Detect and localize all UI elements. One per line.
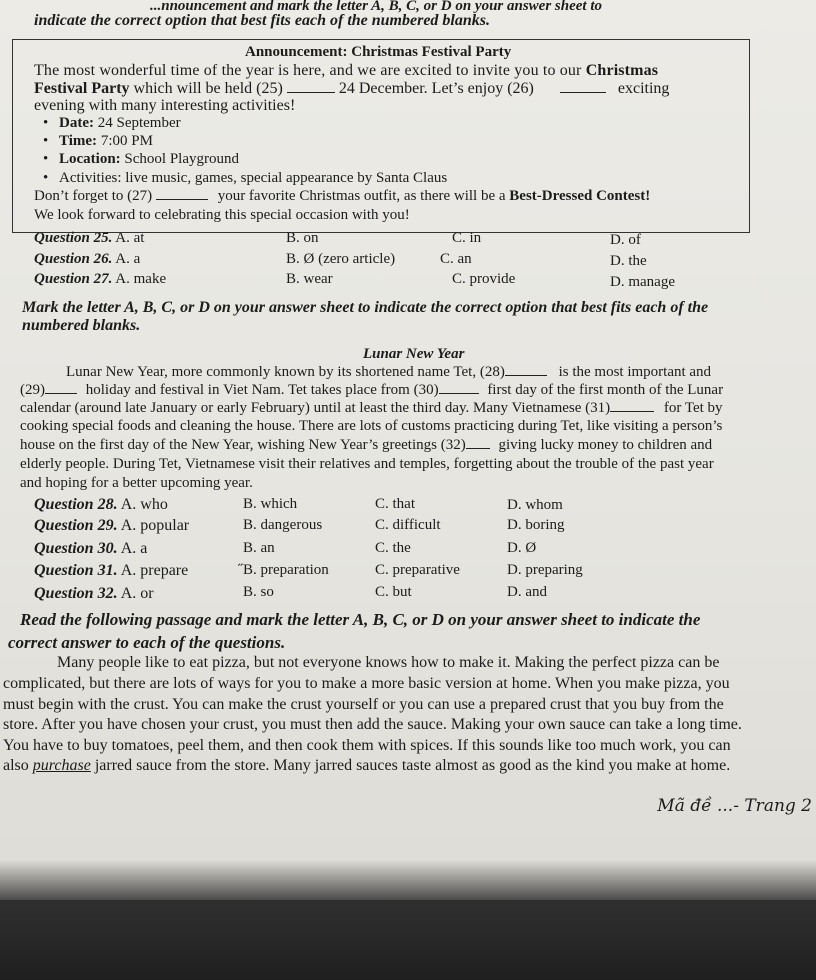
- text-run: Best-Dressed Contest!: [509, 188, 651, 204]
- instruction-line: correct answer to each of the questions.: [8, 633, 286, 652]
- text-run: Festival Party: [34, 80, 130, 97]
- instruction-line: Mark the letter A, B, C, or D on your answer sheet to indicate the correct option that best fits each of the: [22, 299, 709, 316]
- blank-25: [287, 92, 335, 93]
- question-label: Question 30.: [34, 540, 118, 557]
- option-a: A. a: [115, 251, 141, 267]
- question-label: Question 26.: [34, 251, 113, 267]
- question-32: [34, 585, 154, 603]
- question-28: [34, 496, 168, 514]
- option-b: B. dangerous: [243, 517, 323, 533]
- question-27: [34, 271, 166, 288]
- option-b: B. which: [243, 496, 298, 512]
- instruction-line-cut: ...nnouncement and mark the letter A, B, C, or D on your answer sheet to: [150, 0, 603, 14]
- blank-28: [505, 375, 547, 376]
- text-run: Date:: [59, 115, 94, 131]
- option-d: D. the: [610, 253, 647, 269]
- option-d: D. Ø: [507, 540, 537, 556]
- page-footer: Mã đề ...- Trang 2: [657, 796, 812, 816]
- option-a: A. at: [115, 230, 145, 246]
- question-31: [34, 562, 188, 580]
- question-26: [34, 251, 140, 268]
- passage-line: must begin with the crust. You can make the crust yourself or you can use a prepared crust that you buy from the: [3, 696, 724, 713]
- option-b: ˝B. preparation: [238, 562, 329, 578]
- instruction-line: numbered blanks.: [22, 317, 141, 334]
- question-label: Question 31.: [34, 562, 118, 579]
- text-run: for Tet by: [663, 400, 723, 416]
- question-label: Question 32.: [34, 585, 118, 602]
- text-run: 24 September: [97, 115, 181, 131]
- option-b: B. Ø (zero article): [286, 251, 396, 267]
- text-run: Christmas: [585, 62, 659, 79]
- option-a: A. who: [120, 496, 168, 513]
- option-b: B. an: [243, 540, 275, 556]
- option-c: C. in: [452, 230, 482, 246]
- option-d: D. preparing: [507, 562, 583, 578]
- option-b: B. so: [243, 584, 274, 600]
- option-c: C. preparative: [375, 562, 460, 578]
- text-run: which will be held (25): [133, 80, 283, 97]
- passage-line: [20, 400, 723, 417]
- text-run: Activities: live music, games, special appearance by Santa Claus: [59, 170, 448, 186]
- text-run: your favorite Christmas outfit, as there will be a: [217, 188, 506, 204]
- blank-31: [610, 411, 654, 412]
- text-run: giving lucky money to children and: [498, 437, 713, 453]
- text-run: (29): [20, 382, 45, 398]
- option-c: C. the: [375, 540, 411, 556]
- question-label: Question 27.: [34, 271, 113, 287]
- passage-line: elderly people. During Tet, Vietnamese visit their relatives and temples, forgetting about the trouble of the past year: [20, 456, 714, 472]
- option-d: D. whom: [507, 497, 563, 513]
- text-run: 24 December. Let’s enjoy (26): [338, 80, 534, 97]
- question-label: Question 29.: [34, 517, 118, 534]
- question-25: [34, 230, 144, 247]
- text-run: calendar (around late January or early February) until at least the third day. Many Vietnamese (31): [20, 400, 611, 416]
- text-run: Time:: [59, 133, 98, 149]
- passage-title: Lunar New Year: [363, 346, 465, 362]
- blank-32: [466, 448, 490, 449]
- blank-26: [560, 92, 606, 93]
- announcement-text: [34, 188, 650, 205]
- shadow-region: [0, 860, 816, 980]
- text-run: Don’t forget to (27): [34, 188, 153, 204]
- passage-line: You have to buy tomatoes, peel them, and then cook them with spices. If this sounds like too much work, you can: [3, 737, 731, 754]
- passage-line: store. After you have chosen your crust, you must then add the sauce. Making your own sauce can take a long time.: [3, 716, 742, 733]
- question-29: [34, 517, 189, 535]
- announcement-text: evening with many interesting activities!: [34, 97, 296, 114]
- option-a: A. a: [120, 540, 148, 557]
- option-b: B. wear: [286, 271, 333, 287]
- announcement-closing: We look forward to celebrating this special occasion with you!: [34, 207, 410, 223]
- announcement-text: [34, 62, 658, 80]
- text-run: holiday and festival in Viet Nam. Tet takes place from (30): [85, 382, 439, 398]
- question-label: Question 25.: [34, 230, 113, 246]
- passage-line: Many people like to eat pizza, but not everyone knows how to make it. Making the perfect pizza can be: [57, 654, 720, 671]
- text-run: also: [3, 757, 29, 774]
- passage-line: cooking special foods and cleaning the house. There are lots of customs practicing during Tet, like visiting a person’s: [20, 418, 723, 434]
- option-c: C. provide: [452, 271, 516, 287]
- option-d: D. of: [610, 232, 641, 248]
- blank-29: [45, 393, 77, 394]
- text-run: Lunar New Year, more commonly known by its shortened name Tet, (28): [66, 364, 505, 380]
- text-run: jarred sauce from the store. Many jarred sauces taste almost as good as the kind you make at home.: [94, 757, 731, 774]
- text-run: The most wonderful time of the year is here, and we are excited to invite you to our: [34, 62, 582, 79]
- text-run: house on the first day of the New Year, wishing New Year’s greetings (32): [20, 437, 466, 453]
- question-label: Question 28.: [34, 496, 118, 513]
- passage-line: complicated, but there are lots of ways for you to make a more basic version at home. When you make pizza, you: [3, 675, 730, 692]
- announcement-text: [34, 80, 669, 98]
- announcement-title: Announcement: Christmas Festival Party: [245, 44, 512, 60]
- option-a: A. prepare: [120, 562, 189, 579]
- bullet-location: [59, 151, 239, 168]
- option-c: C. an: [440, 251, 472, 267]
- text-run: exciting: [617, 80, 670, 97]
- passage-line: [66, 364, 711, 381]
- passage-line: [20, 382, 723, 399]
- bullet-time: [59, 133, 153, 150]
- option-b: B. on: [286, 230, 319, 246]
- question-30: [34, 540, 147, 558]
- option-c: C. but: [375, 584, 412, 600]
- option-c: C. that: [375, 496, 415, 512]
- option-c: C. difficult: [375, 517, 441, 533]
- text-run: is the most important and: [558, 364, 712, 380]
- option-d: D. boring: [507, 517, 565, 533]
- option-a: A. or: [120, 585, 154, 602]
- blank-30: [439, 393, 479, 394]
- option-d: D. and: [507, 584, 547, 600]
- blank-27: [156, 199, 208, 200]
- passage-line: and hoping for a better upcoming year.: [20, 475, 253, 491]
- underlined-word: purchase: [32, 757, 91, 774]
- bullet-date: [59, 115, 181, 132]
- passage-line: [20, 437, 712, 454]
- bullet-activities: [59, 170, 447, 187]
- instruction-line: indicate the correct option that best fits each of the numbered blanks.: [34, 12, 490, 29]
- instruction-line: Read the following passage and mark the letter A, B, C, or D on your answer sheet to indicate the: [20, 610, 701, 629]
- option-a: A. popular: [120, 517, 190, 534]
- text-run: School Playground: [124, 151, 240, 167]
- passage-line: [3, 757, 730, 775]
- option-d: D. manage: [610, 274, 675, 290]
- option-a: A. make: [115, 271, 167, 287]
- text-run: Location:: [59, 151, 121, 167]
- text-run: 7:00 PM: [100, 133, 153, 149]
- text-run: first day of the first month of the Lunar: [487, 382, 724, 398]
